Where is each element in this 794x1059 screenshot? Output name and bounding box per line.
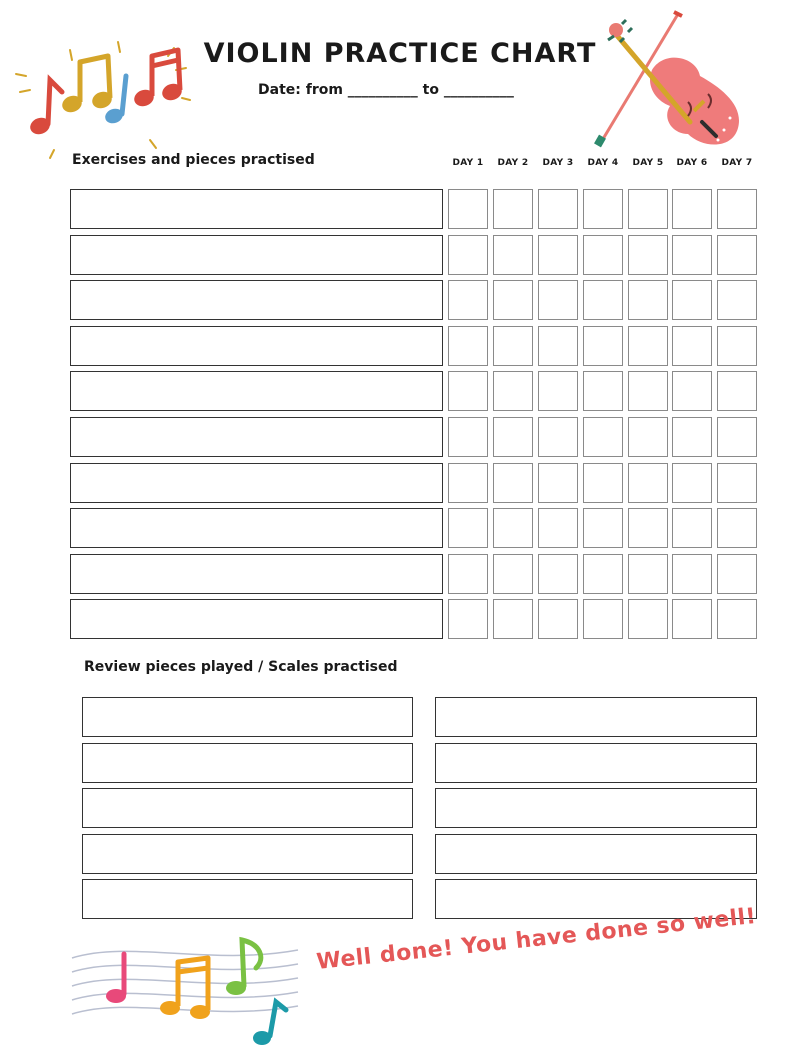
day-checkbox[interactable] (538, 326, 578, 366)
day-checkbox[interactable] (717, 417, 757, 457)
day-checkbox[interactable] (717, 189, 757, 229)
day-checkbox[interactable] (538, 189, 578, 229)
day-checkbox[interactable] (538, 417, 578, 457)
day-checkbox[interactable] (672, 508, 712, 548)
review-entry-box[interactable] (82, 743, 413, 783)
day-checkbox[interactable] (448, 463, 488, 503)
exercise-entry-box[interactable] (70, 189, 443, 229)
day-checkbox[interactable] (717, 554, 757, 594)
day-checkbox[interactable] (583, 235, 623, 275)
day-checkbox[interactable] (493, 508, 533, 548)
day-label: DAY 3 (542, 158, 574, 168)
day-checkbox[interactable] (672, 463, 712, 503)
day-checkbox[interactable] (628, 326, 668, 366)
day-checkbox[interactable] (583, 280, 623, 320)
day-label: DAY 1 (452, 158, 484, 168)
exercise-entry-box[interactable] (70, 326, 443, 366)
day-label: DAY 7 (721, 158, 753, 168)
day-checkbox[interactable] (717, 326, 757, 366)
day-checkbox[interactable] (493, 554, 533, 594)
day-checkbox[interactable] (583, 508, 623, 548)
day-checkbox[interactable] (717, 463, 757, 503)
exercise-entry-box[interactable] (70, 599, 443, 639)
day-checkbox[interactable] (717, 371, 757, 411)
review-entry-box[interactable] (435, 834, 757, 874)
day-checkbox[interactable] (493, 371, 533, 411)
day-checkbox[interactable] (493, 599, 533, 639)
day-checkbox[interactable] (493, 463, 533, 503)
day-checkbox[interactable] (672, 280, 712, 320)
day-checkbox[interactable] (538, 508, 578, 548)
day-checkbox[interactable] (717, 280, 757, 320)
day-checkbox[interactable] (717, 599, 757, 639)
day-checkbox[interactable] (583, 463, 623, 503)
day-checkbox[interactable] (672, 599, 712, 639)
day-checkbox[interactable] (628, 463, 668, 503)
day-checkbox[interactable] (493, 280, 533, 320)
day-checkbox[interactable] (448, 235, 488, 275)
day-checkbox[interactable] (628, 554, 668, 594)
day-checkbox[interactable] (538, 235, 578, 275)
page-title: VIOLIN PRACTICE CHART (203, 38, 597, 69)
day-checkbox[interactable] (448, 326, 488, 366)
review-entry-box[interactable] (82, 788, 413, 828)
day-checkbox[interactable] (628, 599, 668, 639)
review-entry-box[interactable] (435, 743, 757, 783)
exercise-entry-box[interactable] (70, 280, 443, 320)
day-checkbox[interactable] (538, 554, 578, 594)
day-checkbox[interactable] (448, 280, 488, 320)
day-checkbox[interactable] (448, 599, 488, 639)
exercise-entry-box[interactable] (70, 508, 443, 548)
day-checkbox[interactable] (628, 508, 668, 548)
day-checkbox[interactable] (538, 371, 578, 411)
date-range-line: Date: from __________ to __________ (258, 82, 514, 98)
day-checkbox[interactable] (583, 326, 623, 366)
day-checkbox[interactable] (538, 463, 578, 503)
exercise-entry-box[interactable] (70, 235, 443, 275)
day-checkbox[interactable] (628, 235, 668, 275)
violin-icon (592, 10, 752, 150)
day-checkbox[interactable] (628, 371, 668, 411)
review-entry-box[interactable] (435, 788, 757, 828)
day-checkbox[interactable] (583, 189, 623, 229)
review-entry-box[interactable] (82, 834, 413, 874)
day-label: DAY 5 (632, 158, 664, 168)
day-checkbox[interactable] (672, 326, 712, 366)
day-checkbox[interactable] (717, 235, 757, 275)
day-checkbox[interactable] (672, 554, 712, 594)
day-checkbox[interactable] (583, 554, 623, 594)
day-checkbox[interactable] (717, 508, 757, 548)
review-entry-box[interactable] (82, 879, 413, 919)
review-entry-box[interactable] (435, 697, 757, 737)
day-checkbox[interactable] (672, 189, 712, 229)
day-checkbox[interactable] (628, 189, 668, 229)
exercise-entry-box[interactable] (70, 417, 443, 457)
day-checkbox[interactable] (448, 189, 488, 229)
day-checkbox[interactable] (583, 417, 623, 457)
day-checkbox[interactable] (538, 280, 578, 320)
day-checkbox[interactable] (448, 554, 488, 594)
day-checkbox[interactable] (672, 371, 712, 411)
day-checkbox[interactable] (672, 235, 712, 275)
day-checkbox[interactable] (493, 326, 533, 366)
day-checkbox[interactable] (493, 189, 533, 229)
day-checkbox[interactable] (493, 235, 533, 275)
day-checkbox[interactable] (583, 599, 623, 639)
day-label: DAY 2 (497, 158, 529, 168)
exercise-entry-box[interactable] (70, 371, 443, 411)
day-checkbox[interactable] (493, 417, 533, 457)
day-checkbox[interactable] (538, 599, 578, 639)
day-label: DAY 6 (676, 158, 708, 168)
day-checkbox[interactable] (448, 508, 488, 548)
day-checkbox[interactable] (583, 371, 623, 411)
exercise-entry-box[interactable] (70, 463, 443, 503)
day-checkbox[interactable] (628, 417, 668, 457)
day-checkbox[interactable] (628, 280, 668, 320)
exercise-entry-box[interactable] (70, 554, 443, 594)
review-entry-box[interactable] (82, 697, 413, 737)
day-label: DAY 4 (587, 158, 619, 168)
day-checkbox[interactable] (448, 417, 488, 457)
day-checkbox[interactable] (448, 371, 488, 411)
review-heading: Review pieces played / Scales practised (84, 659, 398, 675)
exercises-heading: Exercises and pieces practised (72, 152, 315, 168)
music-staff-icon (70, 930, 310, 1050)
well-done-message: Well done! You have done so well! (315, 903, 758, 975)
day-checkbox[interactable] (672, 417, 712, 457)
